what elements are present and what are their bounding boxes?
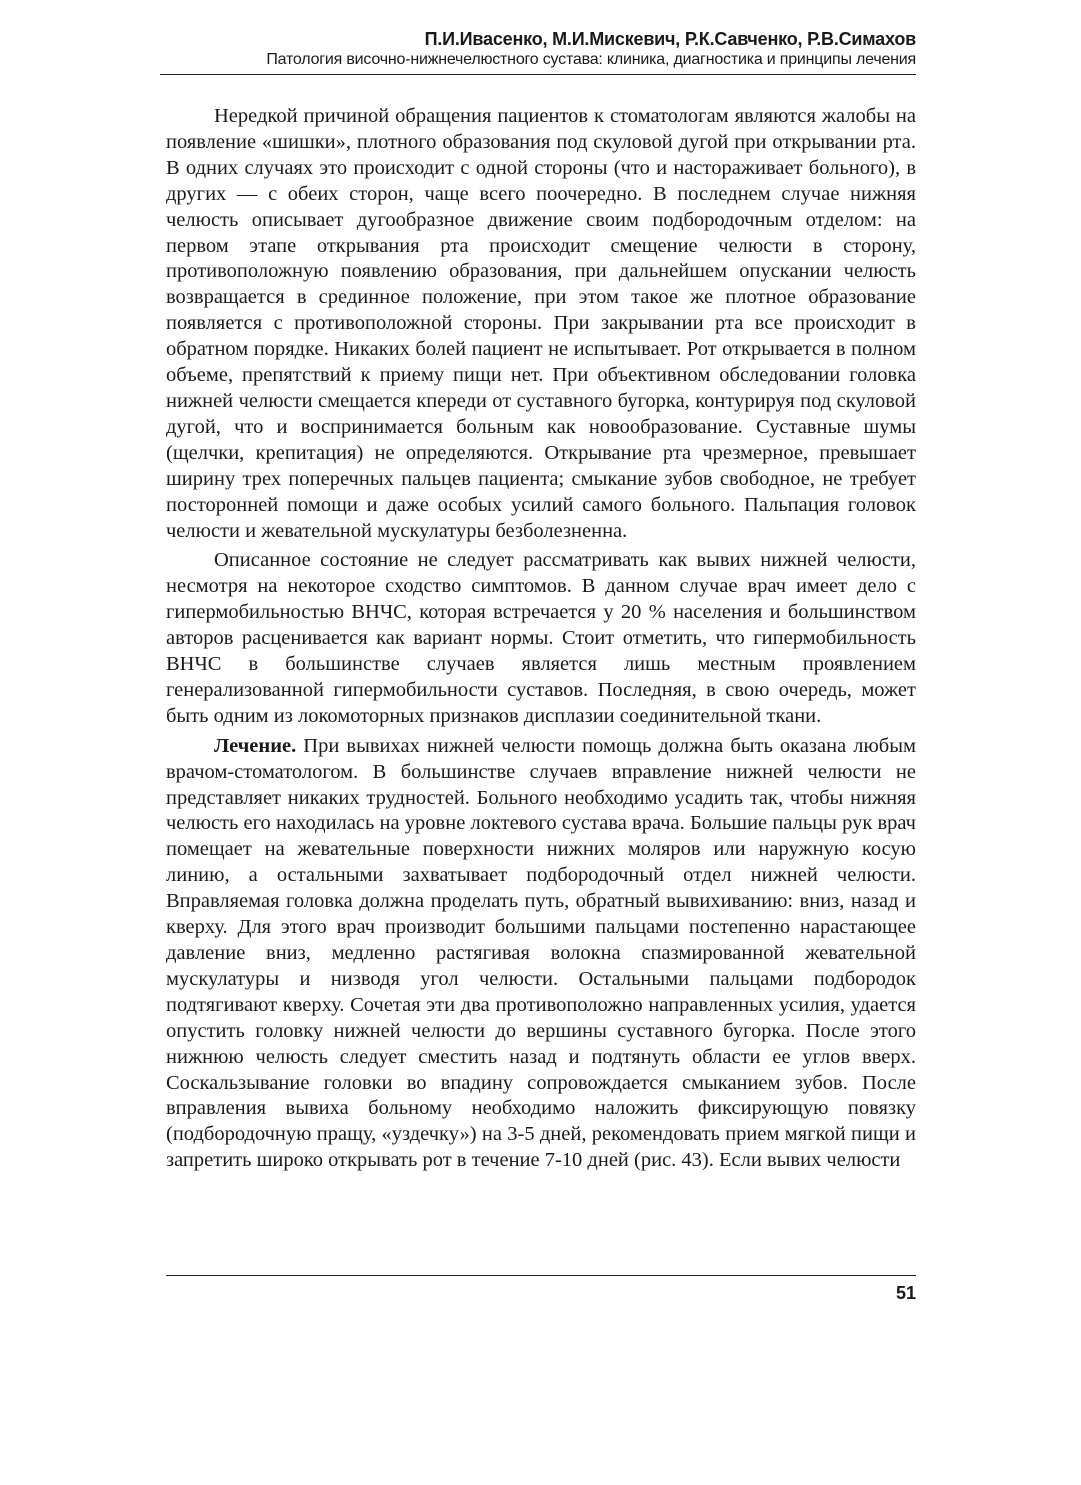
running-header xyxy=(160,28,916,70)
header-authors: П.И.Ивасенко, М.И.Мискевич, Р.К.Савченко, Р.В.Симахов xyxy=(424,29,916,49)
page-number: 51 xyxy=(895,1283,916,1303)
header-divider xyxy=(160,74,916,75)
paragraph-hypermobility-diagnosis: Описанное состояние не следует рассматривать как вывих нижней челюсти, несмотря на некоторое сходство симптомов. В данном случае врач имеет дело с гипермобильностью ВНЧС, которая встречается у 20 % населения и большинством авторов расценивается как вариант нормы. Стоит отметить, что гипермобильность ВНЧС в большинстве случаев является лишь местным проявлением генерализованной гипермобильности суставов. Последняя, в свою очередь, может быть одним из локомоторных признаков дисплазии соединительной ткани. xyxy=(166,549,916,727)
paragraph-hypermobility-complaint: Нередкой причиной обращения пациентов к стоматологам являются жалобы на появление «шишки», плотного образования под скуловой дугой при открывании рта. В одних случаях это происходит с одной стороны (что и настораживает больного), в других — с обеих сторон, чаще всего поочередно. В последнем случае нижняя челюсть описывает дугообразное движение своим подбородочным отделом: на первом этапе открывания рта происходит смещение челюсти в сторону, противоположную появлению образования, при дальнейшем опускании челюсть возвращается в срединное положение, при этом такое же плотное образование появляется с противоположной стороны. При закрывании рта все происходит в обратном порядке. Никаких болей пациент не испытывает. Рот открывается в полном объеме, препятствий к приему пищи нет. При объективном обследовании головка нижней челюсти смещается кпереди от суставного бугорка, контурируя под скуловой дугой, что и воспринимается больным как новообразование. Суставные шумы (щелчки, крепитация) не определяются. Открывание рта чрезмерное, превышает ширину трех поперечных пальцев пациента; смыкание зубов свободное, не требует посторонней помощи и даже особых усилий самого больного. Пальпация головок челюсти и жевательной мускулатуры безболезненна. xyxy=(166,105,916,542)
paragraph-treatment xyxy=(166,734,916,1174)
treatment-text: При вывихах нижней челюсти помощь должна быть оказана любым врачом-стоматологом. В большинстве случаев вправление нижней челюсти не представляет никаких трудностей. Больного необходимо усадить так, чтобы нижняя челюсть его находилась на уровне локтевого сустава врача. Большие пальцы рук врач помещает на жевательные поверхности нижних моляров или наружную косую линию, а остальными захватывает подбородочный отдел нижней челюсти. Вправляемая головка должна проделать путь, обратный вывихиванию: вниз, назад и кверху. Для этого врач производит большими пальцами постепенно нарастающее давление вниз, медленно растягивая волокна спазмированной жевательной мускулатуры и низводя угол челюсти. Остальными пальцами подбородок подтягивают кверху. Сочетая эти два противоположно направленных усилия, удается опустить головку нижней челюсти до вершины суставного бугорка. После этого нижнюю челюсть следует сместить назад и подтянуть области ее углов вверх. Соскальзывание головки во впадину сопровождается смыканием зубов. После вправления вывиха больному необходимо наложить фиксирующую повязку (подбородочную пращу, «уздечку») на 3-5 дней, рекомендовать прием мягкой пищи и запретить широко открывать рот в течение 7-10 дней (рис. 43). Если вывих челюсти xyxy=(166,734,916,1172)
header-book-title: Патология височно-нижнечелюстного сустава: клиника, диагностика и принципы лечения xyxy=(266,51,916,68)
treatment-heading: Лечение. xyxy=(214,734,297,757)
page-body xyxy=(166,104,916,1178)
footer-divider xyxy=(166,1275,916,1276)
